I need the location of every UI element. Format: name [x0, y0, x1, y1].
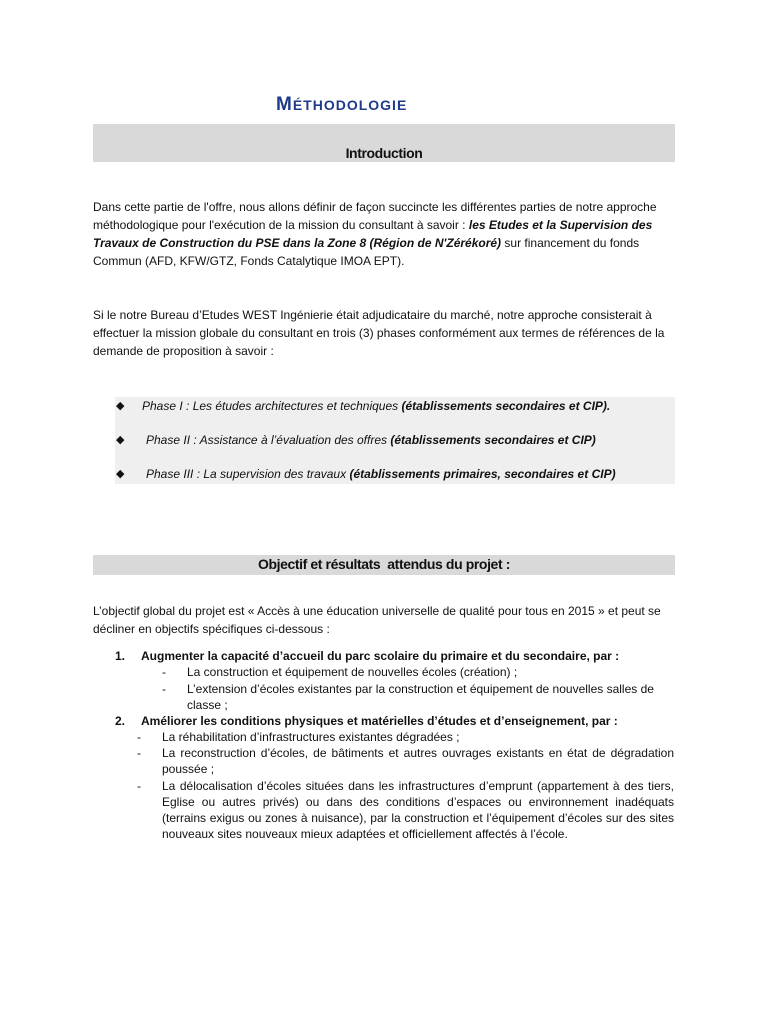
approach-paragraph: Si le notre Bureau d’Etudes WEST Ingénierie était adjudicataire du marché, notre approche consisterait à effectuer la mission globale du consultant en trois (3) phases conformément aux termes de références de la demande de proposition à savoir : — [93, 308, 665, 358]
intro-italic: les Etudes et la Supervision des Travaux de Construction du PSE dans la Zone 8 — [93, 218, 653, 250]
title-initial: M — [276, 94, 293, 115]
dash-bullet: - — [162, 682, 166, 696]
intro-section-band — [93, 124, 675, 162]
list-item-text: L’extension d’écoles existantes par la construction et équipement de nouvelles salles de classe ; — [187, 682, 654, 712]
list-item-text: La réhabilitation d’infrastructures existantes dégradées ; — [162, 730, 460, 744]
list-item-text: La construction et équipement de nouvelles écoles (création) ; — [187, 665, 518, 679]
dash-bullet: - — [162, 665, 166, 679]
objective-number: 1. — [115, 649, 126, 663]
intro-region: (Région de N'Zérékoré) — [366, 236, 502, 250]
phase-detail: (établissements primaires, secondaires et CIP) — [349, 467, 616, 481]
intro-text-1: Dans cette partie de l'offre, nous allons définir de façon succincte les différentes parties de notre approche méthodologique pour l'exécution de la mission du consultant à savoir : — [93, 200, 657, 232]
dash-bullet: - — [137, 779, 141, 793]
objective-section-band — [93, 555, 675, 575]
objective-heading: Objectif et résultats attendus du projet : — [258, 556, 510, 572]
phase-label: Phase I : Les études architectures et techniques — [142, 399, 402, 413]
objective-text: Augmenter la capacité d’accueil du parc scolaire du primaire et du secondaire, par : — [141, 649, 620, 663]
list-item-text: La reconstruction d’écoles, de bâtiments et autres ouvrages existants en état de dégradation poussée ; — [162, 746, 674, 776]
list-item-text: La délocalisation d’écoles situées dans les infrastructures d’emprunt (appartement à des tiers, Eglise ou autres privés) ou dans des conditions d’espaces ou environnement inadéquats (terrains exigus ou zones à nuisance), par la construction et l’équipement d’écoles sur des sites nouveaux sites nouveaux mieux adaptées et officiellement affectés à l’école. — [162, 779, 674, 841]
phase-detail: (établissements secondaires et CIP). — [401, 399, 611, 413]
dash-bullet: - — [137, 730, 141, 744]
intro-heading: Introduction — [345, 145, 423, 161]
page-title — [276, 94, 407, 116]
title-rest: ÉTHODOLOGIE — [292, 97, 408, 113]
objective-paragraph: L’objectif global du projet est « Accès à une éducation universelle de qualité pour tous en 2015 » et peut se décliner en objectifs spécifiques ci-dessous : — [93, 604, 661, 636]
diamond-bullet-icon: ◆ — [116, 400, 125, 412]
phase-label: Phase III : La supervision des travaux — [146, 467, 350, 481]
phase-detail: (établissements secondaires et CIP) — [390, 433, 596, 447]
intro-paragraph — [93, 198, 683, 270]
dash-bullet: - — [137, 746, 141, 760]
objective-text: Améliorer les conditions physiques et matérielles d’études et d’enseignement, par : — [141, 714, 618, 728]
diamond-bullet-icon: ◆ — [116, 434, 125, 446]
objective-number: 2. — [115, 714, 126, 728]
phase-label: Phase II : Assistance à l’évaluation des offres — [146, 433, 391, 447]
intro-text-2: sur financement du fonds Commun (AFD, KFW/GTZ, Fonds Catalytique IMOA EPT). — [93, 236, 640, 268]
diamond-bullet-icon: ◆ — [116, 468, 125, 480]
